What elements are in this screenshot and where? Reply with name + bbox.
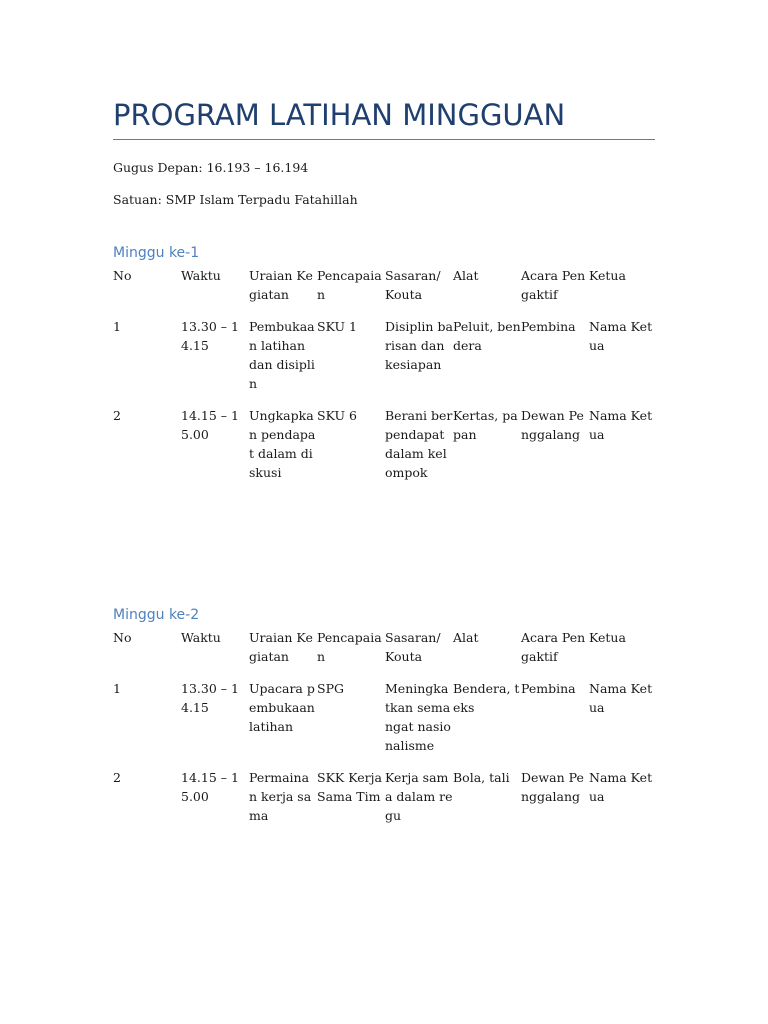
header-pencapaian: Pencapaian: [317, 630, 382, 664]
table-row: [113, 406, 657, 495]
cell-uraian: Permainan kerja sama: [249, 770, 312, 823]
header-ketua: Ketua: [589, 630, 626, 645]
cell-pencapaian: SPG: [317, 681, 344, 696]
cell-alat: Bola, tali: [453, 770, 510, 785]
satuan-line: Satuan: SMP Islam Terpadu Fatahillah: [113, 192, 358, 207]
header-pencapaian: Pencapaian: [317, 268, 382, 302]
cell-acara: Pembina: [521, 681, 576, 696]
cell-sasaran: Kerja sama dalam regu: [385, 770, 453, 823]
cell-alat: Kertas, papan: [453, 408, 518, 442]
cell-no: 2: [113, 770, 121, 785]
header-ketua: Ketua: [589, 268, 626, 283]
cell-ketua: Nama Ketua: [589, 770, 653, 804]
cell-acara: Dewan Penggalang: [521, 770, 584, 804]
table-row: [113, 768, 657, 838]
header-uraian: Uraian Kegiatan: [249, 630, 313, 664]
header-alat: Alat: [453, 630, 479, 645]
header-waktu: Waktu: [181, 268, 221, 283]
cell-waktu: 14.15 – 15.00: [181, 770, 239, 804]
cell-waktu: 13.30 – 14.15: [181, 681, 239, 715]
cell-pencapaian: SKK Kerja Sama Tim: [317, 770, 382, 804]
week-1-heading: Minggu ke-1: [113, 245, 200, 261]
header-no: No: [113, 268, 132, 283]
cell-waktu: 13.30 – 14.15: [181, 319, 239, 353]
table-row: [113, 679, 657, 768]
header-acara: Acara Pengaktif: [521, 268, 586, 302]
header-sasaran: Sasaran/ Kouta: [385, 630, 441, 664]
header-uraian: Uraian Kegiatan: [249, 268, 313, 302]
table-header-row: [113, 266, 657, 317]
cell-uraian: Upacara pembukaan latihan: [249, 681, 315, 734]
cell-alat: Peluit, bendera: [453, 319, 521, 353]
cell-pencapaian: SKU 1: [317, 319, 357, 334]
cell-acara: Pembina: [521, 319, 576, 334]
cell-alat: Bendera, teks: [453, 681, 520, 715]
cell-pencapaian: SKU 6: [317, 408, 357, 423]
cell-sasaran: Meningkatkan semangat nasionalisme: [385, 681, 451, 753]
week-2-table: [113, 628, 657, 838]
cell-uraian: Pembukaan latihan dan disiplin: [249, 319, 315, 391]
cell-waktu: 14.15 – 15.00: [181, 408, 239, 442]
week-1-table: [113, 266, 657, 495]
header-acara: Acara Pengaktif: [521, 630, 586, 664]
cell-no: 1: [113, 319, 121, 334]
cell-no: 1: [113, 681, 121, 696]
header-no: No: [113, 630, 132, 645]
cell-acara: Dewan Penggalang: [521, 408, 584, 442]
table-row: [113, 317, 657, 406]
cell-no: 2: [113, 408, 121, 423]
header-sasaran: Sasaran/ Kouta: [385, 268, 441, 302]
cell-ketua: Nama Ketua: [589, 408, 653, 442]
table-header-row: [113, 628, 657, 679]
cell-sasaran: Berani berpendapat dalam kelompok: [385, 408, 453, 480]
page-title: PROGRAM LATIHAN MINGGUAN: [113, 98, 566, 132]
cell-ketua: Nama Ketua: [589, 681, 653, 715]
header-alat: Alat: [453, 268, 479, 283]
gugus-depan-line: Gugus Depan: 16.193 – 16.194: [113, 160, 309, 175]
cell-uraian: Ungkapkan pendapat dalam diskusi: [249, 408, 316, 480]
cell-sasaran: Disiplin barisan dan kesiapan: [385, 319, 453, 372]
week-2-heading: Minggu ke-2: [113, 607, 200, 623]
title-underline: [113, 139, 655, 140]
cell-ketua: Nama Ketua: [589, 319, 653, 353]
header-waktu: Waktu: [181, 630, 221, 645]
